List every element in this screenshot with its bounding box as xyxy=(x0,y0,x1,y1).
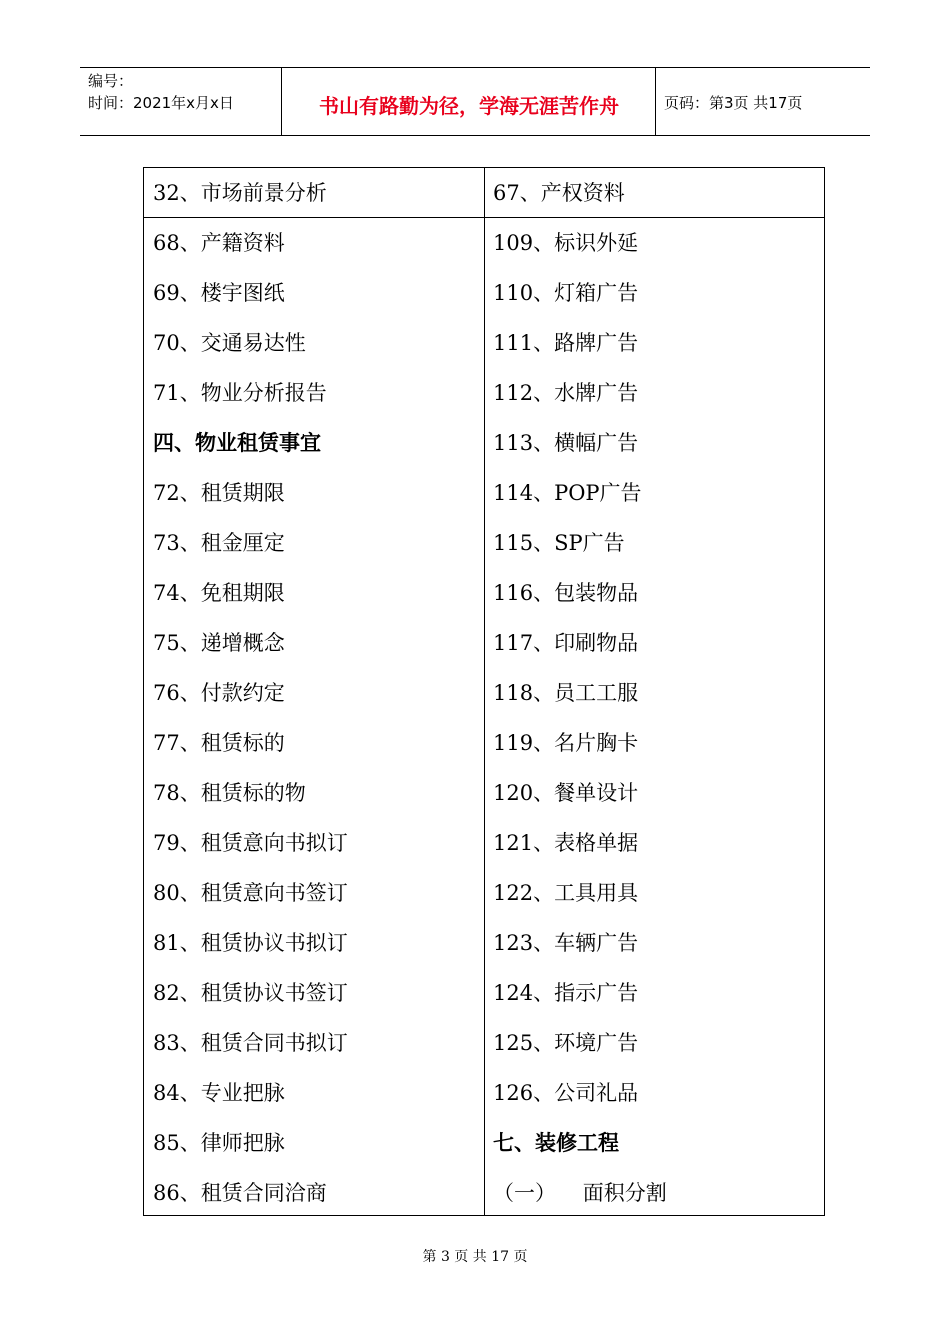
content-table xyxy=(143,167,825,1216)
section-heading-decoration: 七、装修工程 xyxy=(493,1130,619,1155)
table-cell-right: 120、餐单设计 xyxy=(493,781,639,805)
table-cell-left: 84、专业把脉 xyxy=(153,1081,285,1105)
table-cell-right: 118、员工工服 xyxy=(493,681,639,705)
table-cell-right: 126、公司礼品 xyxy=(493,1081,639,1105)
table-cell-left: 73、租金厘定 xyxy=(153,531,285,555)
table-header-right: 67、产权资料 xyxy=(493,181,625,205)
table-cell-right: 125、环境广告 xyxy=(493,1031,639,1055)
table-cell-left: 82、租赁协议书签订 xyxy=(153,981,348,1005)
table-cell-left: 70、交通易达性 xyxy=(153,331,306,355)
table-header-divider xyxy=(144,217,824,218)
section-heading-lease: 四、物业租赁事宜 xyxy=(153,430,321,455)
table-cell-right: 111、路牌广告 xyxy=(493,331,639,355)
table-cell-left: 68、产籍资料 xyxy=(153,231,285,255)
header-divider-2 xyxy=(655,67,656,135)
header-motto: 书山有路勤为径，学海无涯苦作舟 xyxy=(319,94,619,118)
table-cell-left: 85、律师把脉 xyxy=(153,1131,285,1155)
table-cell-left: 81、租赁协议书拟订 xyxy=(153,931,348,955)
header-page-info: 页码：第3页 共17页 xyxy=(664,94,803,112)
table-header-left: 32、市场前景分析 xyxy=(153,181,327,205)
table-cell-right: 119、名片胸卡 xyxy=(493,731,639,755)
table-cell-right: 117、印刷物品 xyxy=(493,631,639,655)
header-divider-1 xyxy=(281,67,282,135)
time-label: 时间：2021年x月x日 xyxy=(88,94,234,112)
table-cell-right: 113、横幅广告 xyxy=(493,431,639,455)
table-cell-right: 112、水牌广告 xyxy=(493,381,639,405)
table-cell-right: 123、车辆广告 xyxy=(493,931,639,955)
table-cell-right: 115、SP广告 xyxy=(493,531,625,555)
header-rule-bottom xyxy=(80,135,870,136)
table-cell-right: 121、表格单据 xyxy=(493,831,639,855)
table-cell-left: 71、物业分析报告 xyxy=(153,381,327,405)
table-cell-left: 76、付款约定 xyxy=(153,681,285,705)
table-cell-right: 124、指示广告 xyxy=(493,981,639,1005)
table-cell-right: 110、灯箱广告 xyxy=(493,281,639,305)
table-cell-left: 75、递增概念 xyxy=(153,631,285,655)
table-cell-left: 77、租赁标的 xyxy=(153,731,285,755)
table-cell-right: 116、包装物品 xyxy=(493,581,639,605)
page-footer: 第 3 页 共 17 页 xyxy=(422,1249,528,1265)
table-cell-left: 78、租赁标的物 xyxy=(153,781,306,805)
header-rule-top xyxy=(80,67,870,68)
table-cell-right: （一） 面积分割 xyxy=(493,1181,667,1205)
number-label: 编号： xyxy=(88,72,134,90)
table-cell-left: 74、免租期限 xyxy=(153,581,285,605)
table-column-divider xyxy=(484,168,485,1215)
table-cell-left: 83、租赁合同书拟订 xyxy=(153,1031,348,1055)
table-cell-right: 114、POP广告 xyxy=(493,481,642,505)
header-meta xyxy=(88,70,234,114)
table-cell-left: 72、租赁期限 xyxy=(153,481,285,505)
table-cell-right: 109、标识外延 xyxy=(493,231,639,255)
table-cell-right: 122、工具用具 xyxy=(493,881,639,905)
table-cell-left: 69、楼宇图纸 xyxy=(153,281,285,305)
table-cell-left: 79、租赁意向书拟订 xyxy=(153,831,348,855)
table-cell-left: 86、租赁合同洽商 xyxy=(153,1181,327,1205)
table-cell-left: 80、租赁意向书签订 xyxy=(153,881,348,905)
